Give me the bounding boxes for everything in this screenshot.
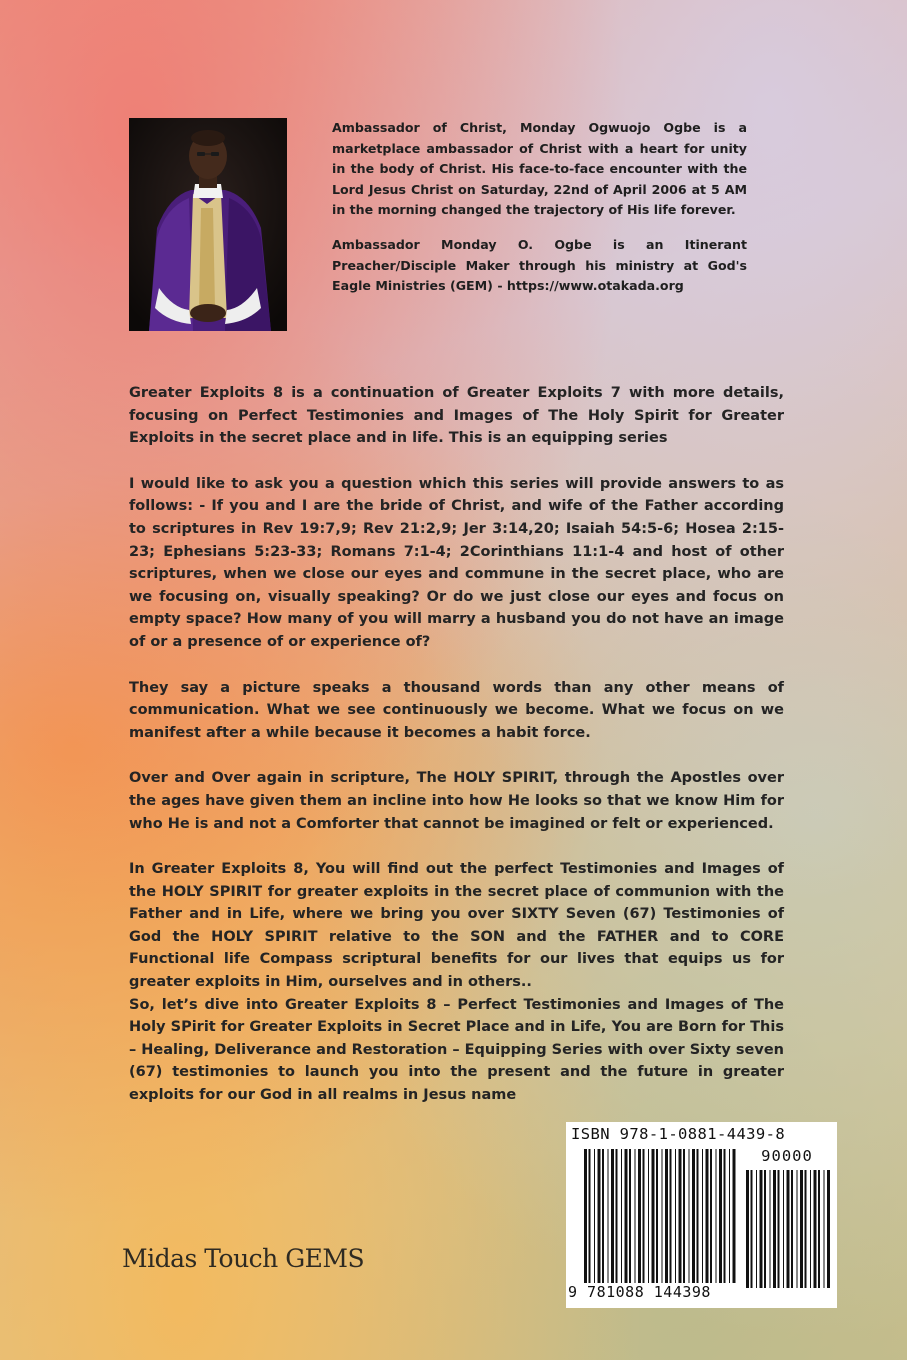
barcode-bar xyxy=(648,1149,649,1287)
description-paragraph-3: They say a picture speaks a thousand words than any other means of communication. What we see continuously we become. What we focus on we manifest after a while because it becomes a habit force. xyxy=(129,679,784,741)
barcode-bar xyxy=(589,1149,591,1299)
barcode-bar xyxy=(733,1149,736,1287)
barcode-bar xyxy=(706,1149,709,1287)
barcode-bar xyxy=(756,1170,757,1288)
barcode-bar xyxy=(643,1149,645,1287)
barcode-bar xyxy=(710,1149,712,1299)
barcode-bar xyxy=(611,1149,614,1287)
barcode-bar xyxy=(783,1170,784,1288)
barcode-bar xyxy=(598,1149,601,1287)
barcode-bar xyxy=(818,1170,820,1288)
barcode-bar xyxy=(702,1149,703,1287)
bio-paragraph-2: Ambassador Monday O. Ogbe is an Itinerant Preacher/Disciple Maker through his ministry at God's Eagle Ministries (GEM) - https://www.otakada.org xyxy=(332,236,747,294)
isbn-barcode xyxy=(566,1122,837,1308)
barcode-bar xyxy=(616,1149,618,1287)
barcode-bar xyxy=(805,1170,807,1288)
barcode-bar xyxy=(629,1149,631,1287)
barcode-bar xyxy=(665,1149,668,1287)
barcode-bar xyxy=(770,1170,771,1288)
barcode-bar xyxy=(652,1149,655,1287)
barcode-bar xyxy=(810,1170,811,1288)
barcode-bar xyxy=(800,1170,803,1288)
barcode-bar xyxy=(824,1170,825,1288)
description-paragraph-4: Over and Over again in scripture, The HOLY SPIRIT, through the Apostles over the ages have given them an incline into how He looks so that we know Him for who He is and not a Comforter that cannot be imagined or felt or experienced. xyxy=(129,770,784,832)
barcode-bar xyxy=(638,1149,641,1287)
barcode-bar xyxy=(625,1149,628,1287)
barcode-bar xyxy=(787,1170,790,1288)
barcode-bar xyxy=(584,1149,587,1299)
barcode-bar xyxy=(716,1149,717,1299)
barcode-bar xyxy=(724,1149,726,1287)
bio-paragraph-1: Ambassador of Christ, Monday Ogwuojo Ogbe is a marketplace ambassador of Christ with a heart for unity in the body of Christ. His face-to-face encounter with the Lord Jesus Christ on Saturday, 22nd of April 2006 at 5 AM in the morning changed the trajectory of His life forever. xyxy=(332,120,747,218)
barcode-bar xyxy=(778,1170,780,1288)
publisher-name: Midas Touch GEMS xyxy=(122,1244,365,1273)
barcode-bar xyxy=(656,1149,658,1287)
barcode-bar xyxy=(594,1149,595,1287)
barcode-bar xyxy=(608,1149,609,1287)
ean-digits: 9 781088 144398 xyxy=(568,1283,744,1301)
barcode-bar xyxy=(675,1149,676,1287)
barcode-bar xyxy=(773,1170,776,1288)
barcode-bar xyxy=(683,1149,685,1287)
barcode-bar xyxy=(670,1149,672,1287)
isbn-label: ISBN 978-1-0881-4439-8 xyxy=(571,1125,786,1143)
description-paragraph-1: Greater Exploits 8 is a continuation of Greater Exploits 7 with more details, focusing on Perfect Testimonies and Images of The Holy Spirit for Greater Exploits in the secret place and in life. This is an equipping series xyxy=(129,385,784,447)
barcode-bar xyxy=(689,1149,690,1287)
book-description xyxy=(129,382,784,1130)
barcode-bar xyxy=(760,1170,763,1288)
barcode-bar xyxy=(621,1149,622,1287)
barcode-bar xyxy=(797,1170,798,1288)
barcode-bar xyxy=(602,1149,604,1287)
barcode-bar xyxy=(827,1170,830,1288)
author-bio xyxy=(332,118,747,311)
barcode-bar xyxy=(791,1170,793,1288)
barcode-bar xyxy=(635,1149,636,1287)
barcode-bar xyxy=(764,1170,766,1288)
ean-barcode-bars xyxy=(584,1149,736,1299)
barcode-bar xyxy=(729,1149,730,1287)
barcode-bar xyxy=(679,1149,682,1287)
barcode-bar xyxy=(719,1149,722,1287)
barcode-bar xyxy=(697,1149,699,1287)
addon-barcode-bars xyxy=(746,1170,830,1300)
price-code: 90000 xyxy=(761,1147,813,1165)
barcode-bar xyxy=(662,1149,663,1287)
barcode-bar xyxy=(814,1170,817,1288)
barcode-bar xyxy=(751,1170,753,1288)
description-paragraph-5: In Greater Exploits 8, You will find out the perfect Testimonies and Images of the HOLY SPIRIT for greater exploits in the secret place of communion with the Father and in Life, where we bring you over SIXTY Seven (67) Testimonies of God the HOLY SPIRIT relative to the SON and the FATHER and to CORE Functional life Compass scriptural benefits for our lives that equips us for greater exploits in Him, ourselves and in others.. xyxy=(129,861,784,991)
barcode-bar xyxy=(746,1170,749,1288)
description-paragraph-6: So, let’s dive into Greater Exploits 8 – Perfect Testimonies and Images of The Holy SPirit for Greater Exploits in Secret Place and in Life, You are Born for This – Healing, Deliverance and Restoration – Equipping Series with over Sixty seven (67) testimonies to launch you into the present and the future in greater exploits for our God in all realms in Jesus name xyxy=(129,996,784,1104)
barcode-bar xyxy=(692,1149,695,1287)
author-photo xyxy=(129,118,287,331)
description-paragraph-2: I would like to ask you a question which this series will provide answers to as follows: - If you and I are the bride of Christ, and wife of the Father according to scriptures in Rev 19:7,9; Rev 21:2,9; Jer 3:14,20; Isaiah 54:5-6; Hosea 2:15-23; Ephesians 5:23-33; Romans 7:1-4; 2Corinthians 11:1-4 and host of other scriptures, when we close our eyes and commune in the secret place, who are we focusing on, visually speaking? Or do we just close our eyes and focus on empty space? How many of you will marry a husband you do not have an image of or a presence of or experience of? xyxy=(129,475,784,650)
